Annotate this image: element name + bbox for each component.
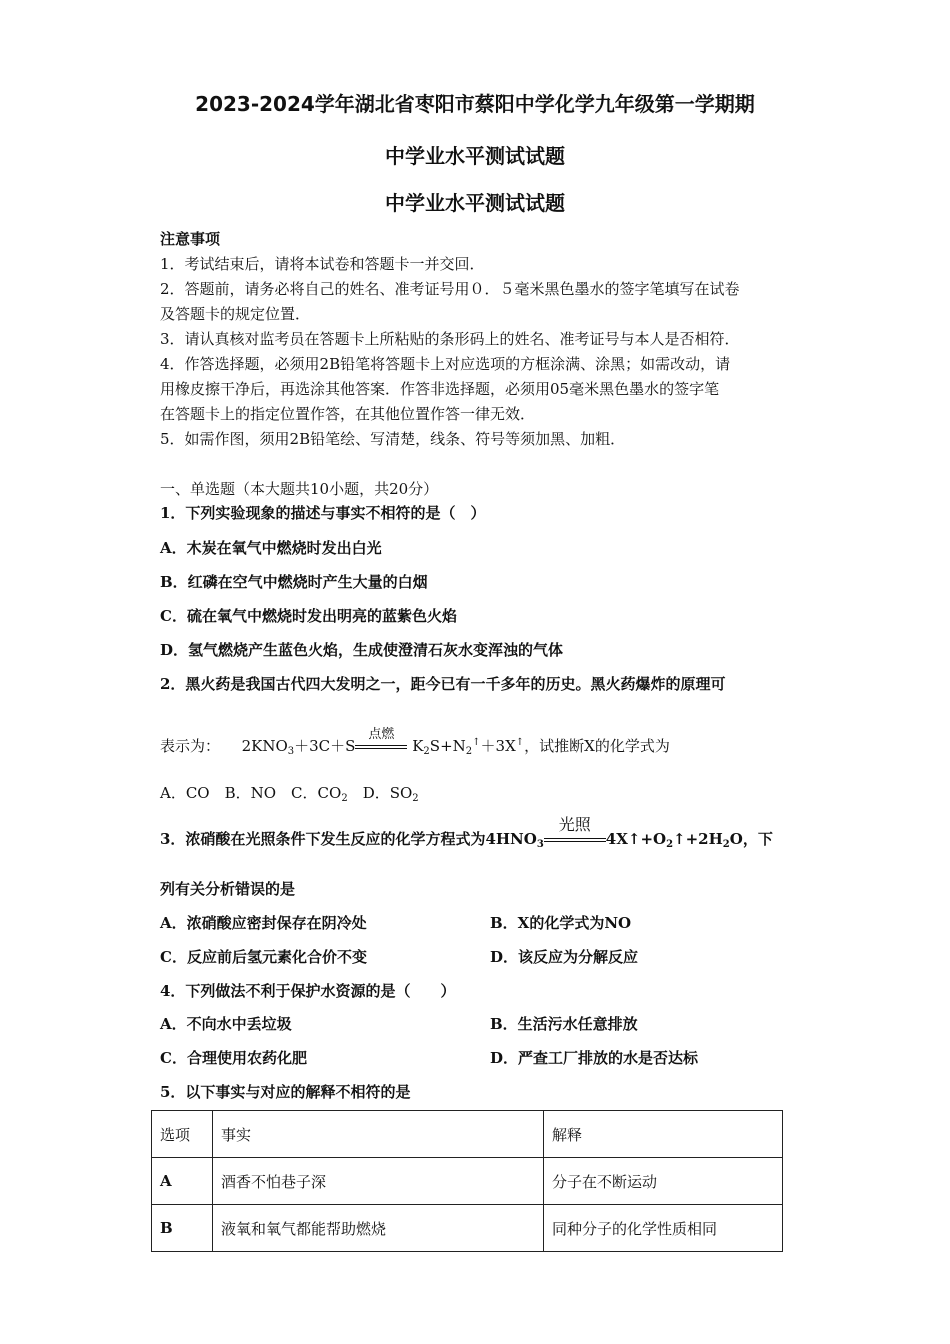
question-1-option-a: A．木炭在氧气中燃烧时发出白光 — [160, 539, 382, 557]
double-line-icon — [544, 838, 606, 842]
notes-line: 及答题卡的规定位置． — [160, 305, 311, 323]
notes-line: 用橡皮擦干净后，再选涂其他答案．作答非选择题，必须用05毫米黑色墨水的签字笔 — [160, 380, 720, 398]
question-3-stem-continued: 列有关分析错误的是 — [160, 880, 296, 898]
notes-line: 2．答题前，请务必将自己的姓名、准考证号用０．５毫米黑色墨水的签字笔填写在试卷 — [160, 280, 740, 298]
equation-suffix: ，试推断X的化学式为 — [524, 737, 670, 755]
condition-label: 点燃 — [368, 727, 395, 742]
question-3-option-a: A．浓硝酸应密封保存在阴冷处 — [160, 914, 367, 932]
equation-product: S+N — [429, 737, 466, 755]
subscript: 2 — [666, 839, 674, 850]
table-header-cell: 选项 — [152, 1111, 213, 1158]
notes-heading: 注意事项 — [160, 230, 221, 248]
options-text: A．CO B．NO C．CO — [160, 784, 342, 802]
subscript: 2 — [722, 839, 730, 850]
equation-reactant: 2KNO — [241, 737, 288, 755]
stem-text: 4X↑+O — [605, 830, 667, 848]
question-3-option-c: C．反应前后氢元素化合价不变 — [160, 948, 367, 966]
table-cell: A — [152, 1158, 213, 1205]
table-cell: B — [152, 1205, 213, 1252]
page-title-line-1: 2023-2024学年湖北省枣阳市蔡阳中学化学九年级第一学期期 — [195, 92, 755, 116]
notes-line: 5．如需作图，须用2B铅笔绘、写清楚，线条、符号等须加黑、加粗． — [160, 430, 626, 448]
gas-arrow-icon: ↑ — [472, 737, 481, 748]
question-4-option-b: B．生活污水任意排放 — [490, 1015, 638, 1033]
question-2-equation — [160, 727, 670, 757]
page-title-line-2: 中学业水平测试试题 — [385, 144, 565, 168]
equation-product: K — [412, 737, 424, 755]
table-cell: 同种分子的化学性质相同 — [544, 1205, 783, 1252]
stem-text: 3．浓硝酸在光照条件下发生反应的化学方程式为4HNO — [160, 830, 537, 848]
table-cell: 酒香不怕巷子深 — [213, 1158, 544, 1205]
question-2-options — [160, 782, 419, 804]
notes-line: 4．作答选择题，必须用2B铅笔将答题卡上对应选项的方框涂满、涂黑；如需改动，请 — [160, 355, 731, 373]
question-1-option-d: D．氢气燃烧产生蓝色火焰，生成使澄清石灰水变浑浊的气体 — [160, 641, 564, 659]
section-heading: 一、单选题（本大题共10小题，共20分） — [160, 480, 439, 498]
subscript: 3 — [536, 839, 544, 850]
question-4-option-a: A．不向水中丢垃圾 — [160, 1015, 292, 1033]
gas-arrow-icon: ↑ — [515, 737, 525, 748]
question-4-option-d: D．严查工厂排放的水是否达标 — [490, 1049, 699, 1067]
table-header-cell: 事实 — [213, 1111, 544, 1158]
question-1-stem: 1．下列实验现象的描述与事实不相符的是（ ） — [160, 504, 486, 522]
subscript: 3 — [287, 746, 295, 757]
options-text: D．SO — [347, 784, 413, 802]
condition-label: 光照 — [558, 815, 591, 834]
table-cell: 液氧和氧气都能帮助燃烧 — [213, 1205, 544, 1252]
page-title-line-3: 中学业水平测试试题 — [385, 191, 565, 215]
question-1-option-c: C．硫在氧气中燃烧时发出明亮的蓝紫色火焰 — [160, 607, 457, 625]
subscript: 2 — [423, 746, 430, 757]
table-header-row — [152, 1111, 783, 1158]
notes-line: 在答题卡上的指定位置作答，在其他位置作答一律无效． — [160, 405, 536, 423]
question-1-option-b: B．红磷在空气中燃烧时产生大量的白烟 — [160, 573, 428, 591]
subscript: 2 — [465, 746, 473, 757]
question-3-option-d: D．该反应为分解反应 — [490, 948, 639, 966]
notes-line: 3．请认真核对监考员在答题卡上所粘贴的条形码上的姓名、准考证号与本人是否相符． — [160, 330, 740, 348]
question-3-option-b: B．X的化学式为NO — [490, 914, 632, 932]
question-4-stem: 4．下列做法不利于保护水资源的是（ ） — [160, 982, 456, 1000]
reaction-condition — [544, 815, 606, 848]
question-5-stem: 5．以下事实与对应的解释不相符的是 — [160, 1083, 411, 1101]
double-line-icon — [355, 745, 407, 749]
subscript: 2 — [341, 793, 348, 804]
question-2-stem: 2．黑火药是我国古代四大发明之一，距今已有一千多年的历史。黑火药爆炸的原理可 — [160, 675, 726, 693]
equation-reactants: ＋3C＋S — [294, 737, 356, 755]
stem-text: ↑+2H — [673, 830, 723, 848]
table-row — [152, 1205, 783, 1252]
table-header-cell: 解释 — [544, 1111, 783, 1158]
table-cell: 分子在不断运动 — [544, 1158, 783, 1205]
question-3-stem — [160, 815, 773, 850]
table-row — [152, 1158, 783, 1205]
question-4-option-c: C．合理使用农药化肥 — [160, 1049, 307, 1067]
subscript: 2 — [412, 793, 419, 804]
equation-product: ＋3X — [480, 737, 516, 755]
stem-text: O，下 — [729, 830, 773, 848]
equation-prefix: 表示为： — [160, 737, 221, 755]
notes-line: 1．考试结束后，请将本试卷和答题卡一并交回． — [160, 255, 485, 273]
reaction-condition — [355, 727, 407, 755]
question-5-table — [151, 1110, 783, 1252]
